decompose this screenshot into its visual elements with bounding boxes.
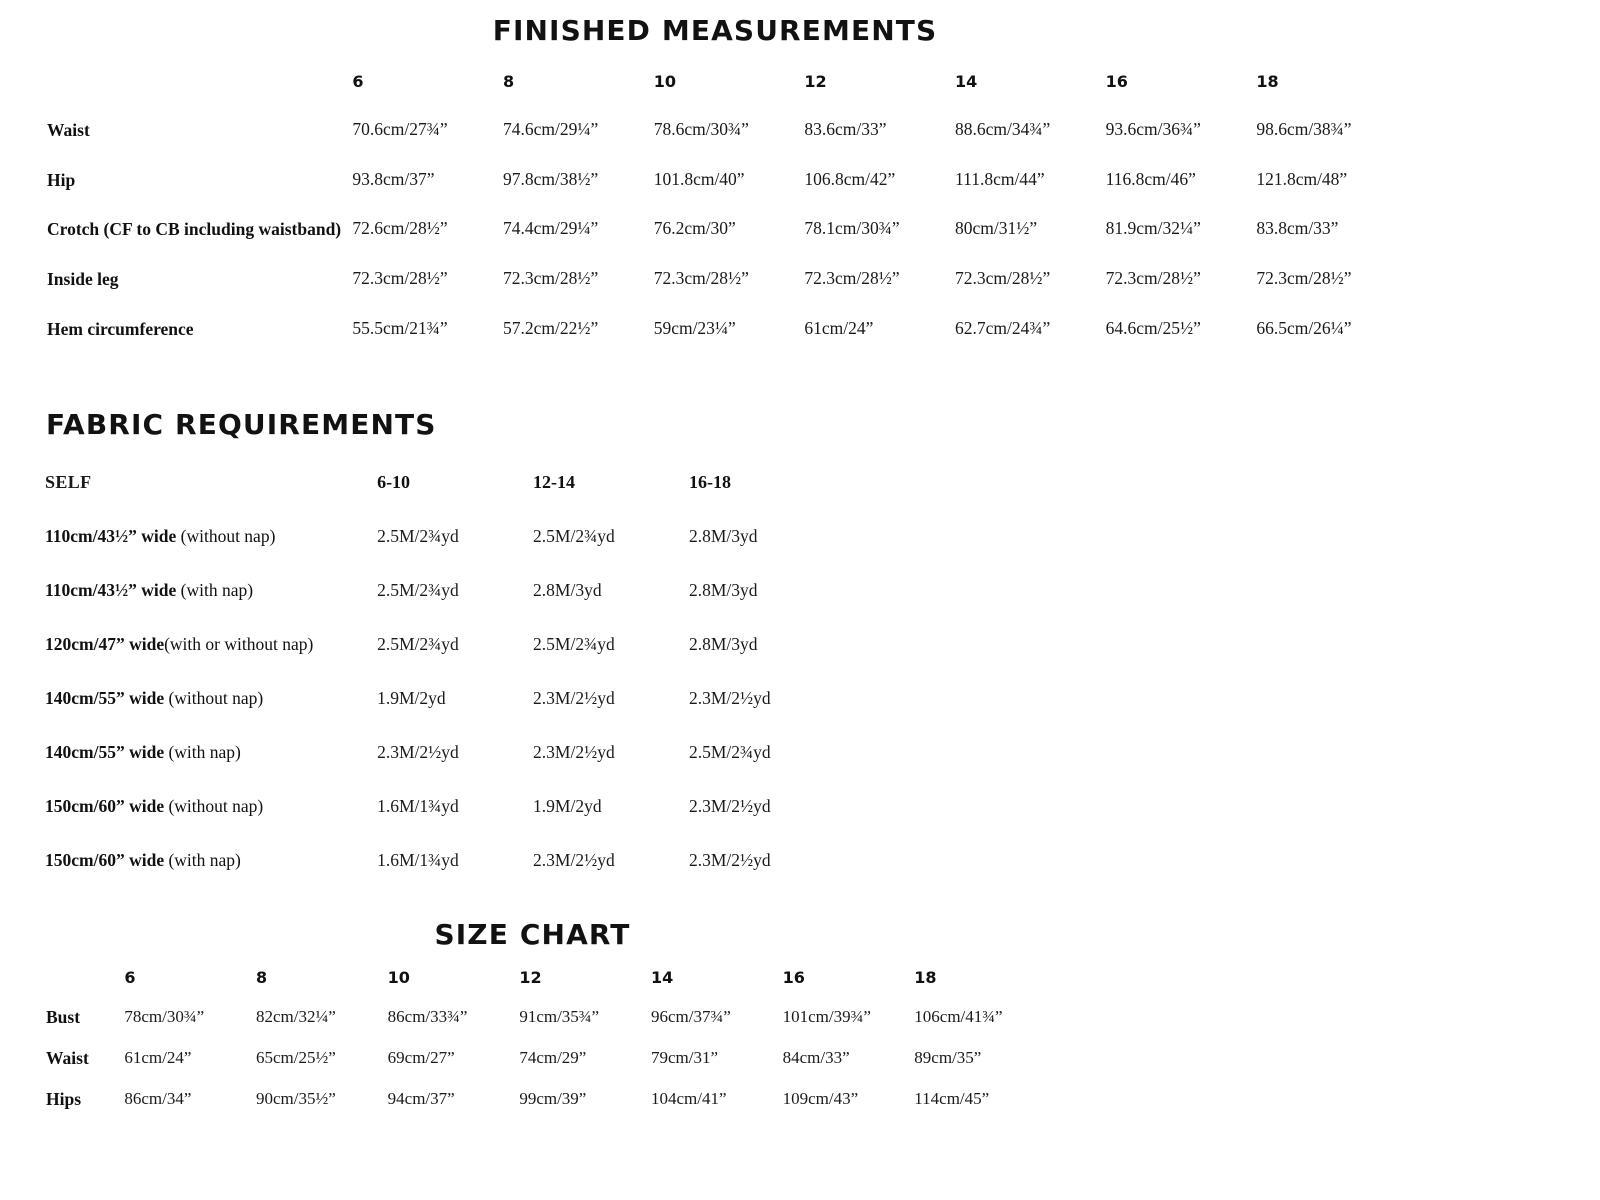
cell-bust-18: 106cm/41¾”	[914, 1007, 1003, 1026]
fabric-size-header-12-14: 12-14	[533, 472, 576, 492]
cell-110-without-nap-16-18: 2.8M/3yd	[689, 526, 758, 546]
cell-hip-16: 116.8cm/46”	[1105, 168, 1196, 189]
cell-bust-6: 78cm/30¾”	[124, 1007, 205, 1026]
row-label-150-with-nap	[45, 850, 377, 871]
cell-120-12-14: 2.5M/2¾yd	[533, 634, 615, 654]
fabric-width-label: 140cm/55” wide	[45, 688, 165, 708]
fabric-nap-label: (with or without nap)	[164, 634, 314, 654]
table-row	[47, 268, 1407, 318]
fabric-requirements-table	[45, 472, 845, 871]
cell-hips-12: 99cm/39”	[519, 1089, 587, 1108]
finished-size-header-16: 16	[1105, 72, 1128, 91]
cell-waist-16: 93.6cm/36¾”	[1105, 119, 1201, 139]
cell-150-without-nap-16-18: 2.3M/2½yd	[689, 796, 771, 816]
cell-hem-8: 57.2cm/22½”	[503, 317, 599, 338]
cell-hem-14: 62.7cm/24¾”	[955, 317, 1051, 338]
cell-hem-6: 55.5cm/21¾”	[352, 317, 448, 338]
table-row	[46, 1048, 1046, 1089]
cell-110-with-nap-6-10: 2.5M/2¾yd	[377, 580, 459, 600]
row-label-bust: Bust	[46, 1007, 81, 1027]
finished-measurements-title: FINISHED MEASUREMENTS	[492, 14, 938, 47]
size-chart-header-18: 18	[914, 968, 937, 987]
cell-waist-sc-14: 79cm/31”	[650, 1048, 719, 1067]
cell-140-with-nap-16-18: 2.5M/2¾yd	[689, 742, 771, 762]
cell-inside-leg-6: 72.3cm/28½”	[352, 267, 448, 288]
fabric-nap-label: (with nap)	[176, 580, 254, 600]
finished-row-label-header	[47, 72, 352, 119]
fabric-width-label: 140cm/55” wide	[45, 742, 165, 762]
row-label-waist: Waist	[47, 120, 90, 140]
cell-inside-leg-18: 72.3cm/28½”	[1256, 267, 1352, 288]
cell-140-without-nap-6-10: 1.9M/2yd	[377, 688, 446, 708]
table-header-row	[45, 472, 845, 526]
finished-size-header-6: 6	[352, 72, 364, 91]
cell-bust-8: 82cm/32¼”	[256, 1007, 336, 1026]
cell-140-without-nap-12-14: 2.3M/2½yd	[533, 688, 615, 708]
row-label-hip: Hip	[47, 169, 76, 190]
row-label-crotch: Crotch (CF to CB including waistband)	[47, 219, 342, 240]
fabric-size-header-6-10: 6-10	[377, 472, 411, 492]
cell-waist-sc-18: 89cm/35”	[914, 1048, 982, 1067]
cell-150-with-nap-16-18: 2.3M/2½yd	[689, 850, 771, 870]
cell-crotch-6: 72.6cm/28½”	[352, 218, 448, 239]
table-row	[45, 580, 845, 634]
size-chart-header-10: 10	[387, 968, 410, 987]
row-label-140-without-nap	[45, 688, 377, 742]
row-label-hips: Hips	[46, 1089, 82, 1109]
cell-bust-14: 96cm/37¾”	[650, 1007, 731, 1026]
cell-crotch-18: 83.8cm/33”	[1256, 218, 1339, 239]
row-label-hem-circumference: Hem circumference	[47, 318, 194, 339]
fabric-size-header-16-18: 16-18	[689, 472, 731, 492]
size-chart-header-12: 12	[519, 968, 542, 987]
cell-120-6-10: 2.5M/2¾yd	[377, 634, 459, 654]
cell-inside-leg-14: 72.3cm/28½”	[955, 267, 1051, 288]
size-chart-header-6: 6	[124, 968, 136, 987]
cell-hem-18: 66.5cm/26¼”	[1256, 317, 1352, 338]
row-label-140-with-nap	[45, 742, 377, 796]
cell-hips-16: 109cm/43”	[782, 1089, 859, 1108]
row-label-waist-size-chart: Waist	[46, 1048, 89, 1068]
cell-hip-8: 97.8cm/38½”	[503, 168, 599, 189]
cell-hips-8: 90cm/35½”	[256, 1089, 336, 1108]
cell-bust-10: 86cm/33¾”	[387, 1007, 468, 1026]
fabric-width-label: 110cm/43½” wide	[45, 580, 177, 600]
table-row	[47, 318, 1407, 342]
finished-size-header-10: 10	[653, 72, 676, 91]
cell-hip-6: 93.8cm/37”	[352, 168, 435, 189]
size-chart-header-8: 8	[256, 968, 268, 987]
cell-inside-leg-16: 72.3cm/28½”	[1105, 267, 1201, 288]
table-row	[45, 634, 845, 688]
fabric-width-label: 110cm/43½” wide	[45, 526, 177, 546]
table-row	[45, 796, 845, 850]
cell-hip-14: 111.8cm/44”	[955, 168, 1045, 189]
table-row	[47, 218, 1407, 268]
cell-bust-12: 91cm/35¾”	[519, 1007, 600, 1026]
cell-hips-6: 86cm/34”	[124, 1089, 192, 1108]
fabric-width-label: 120cm/47” wide	[45, 634, 165, 654]
cell-140-with-nap-12-14: 2.3M/2½yd	[533, 742, 615, 762]
fabric-nap-label: (with nap)	[164, 742, 241, 762]
table-header-row	[47, 72, 1407, 119]
cell-hip-10: 101.8cm/40”	[653, 168, 745, 189]
finished-size-header-18: 18	[1256, 72, 1279, 91]
cell-waist-14: 88.6cm/34¾”	[955, 119, 1051, 139]
cell-150-with-nap-12-14: 2.3M/2½yd	[533, 850, 615, 870]
cell-waist-18: 98.6cm/38¾”	[1256, 119, 1352, 139]
cell-waist-10: 78.6cm/30¾”	[653, 119, 749, 139]
finished-size-header-12: 12	[804, 72, 827, 91]
fabric-width-label: 150cm/60” wide	[45, 796, 165, 816]
row-label-inside-leg: Inside leg	[47, 268, 119, 289]
row-label-110-without-nap	[45, 526, 377, 580]
cell-waist-8: 74.6cm/29¼”	[503, 119, 599, 139]
finished-measurements-table	[47, 72, 1407, 341]
cell-150-with-nap-6-10: 1.6M/1¾yd	[377, 850, 459, 870]
fabric-nap-label: (without nap)	[164, 796, 264, 816]
cell-waist-sc-12: 74cm/29”	[519, 1048, 587, 1067]
cell-crotch-10: 76.2cm/30”	[653, 218, 736, 239]
cell-hem-16: 64.6cm/25½”	[1105, 317, 1201, 338]
cell-hip-12: 106.8cm/42”	[804, 168, 896, 189]
finished-size-header-8: 8	[503, 72, 515, 91]
cell-110-without-nap-12-14: 2.5M/2¾yd	[533, 526, 615, 546]
cell-crotch-8: 74.4cm/29¼”	[503, 218, 599, 239]
table-row	[45, 526, 845, 580]
table-row	[46, 1007, 1046, 1048]
size-chart-header-14: 14	[650, 968, 674, 987]
cell-crotch-14: 80cm/31½”	[955, 218, 1038, 239]
cell-waist-6: 70.6cm/27¾”	[352, 119, 448, 139]
table-header-row	[46, 968, 1046, 1007]
fabric-width-label: 150cm/60” wide	[45, 850, 165, 870]
cell-140-with-nap-6-10: 2.3M/2½yd	[377, 742, 459, 762]
table-row	[45, 688, 845, 742]
fabric-self-header: SELF	[45, 472, 92, 492]
cell-hips-14: 104cm/41”	[650, 1089, 727, 1108]
row-label-150-without-nap	[45, 796, 377, 850]
size-chart-table	[46, 968, 1046, 1110]
fabric-nap-label: (without nap)	[164, 688, 264, 708]
cell-inside-leg-10: 72.3cm/28½”	[653, 267, 749, 288]
cell-waist-sc-6: 61cm/24”	[124, 1048, 192, 1067]
cell-bust-16: 101cm/39¾”	[782, 1007, 871, 1026]
cell-120-16-18: 2.8M/3yd	[689, 634, 758, 654]
finished-size-header-14: 14	[955, 72, 978, 91]
cell-waist-12: 83.6cm/33”	[804, 119, 887, 139]
cell-hem-12: 61cm/24”	[804, 317, 874, 338]
fabric-nap-label: (with nap)	[164, 850, 241, 870]
cell-hip-18: 121.8cm/48”	[1256, 168, 1348, 189]
cell-inside-leg-12: 72.3cm/28½”	[804, 267, 900, 288]
cell-waist-sc-8: 65cm/25½”	[256, 1048, 336, 1067]
size-chart-row-label-header	[46, 968, 124, 1007]
cell-110-with-nap-12-14: 2.8M/3yd	[533, 580, 602, 600]
cell-hem-10: 59cm/23¼”	[653, 317, 736, 338]
cell-110-without-nap-6-10: 2.5M/2¾yd	[377, 526, 459, 546]
cell-140-without-nap-16-18: 2.3M/2½yd	[689, 688, 771, 708]
cell-150-without-nap-6-10: 1.6M/1¾yd	[377, 796, 459, 816]
cell-waist-sc-16: 84cm/33”	[782, 1048, 850, 1067]
table-row	[45, 742, 845, 796]
cell-waist-sc-10: 69cm/27”	[387, 1048, 455, 1067]
size-chart-title: SIZE CHART	[434, 918, 631, 951]
table-row	[45, 850, 845, 871]
table-row	[47, 119, 1407, 169]
fabric-requirements-title: FABRIC REQUIREMENTS	[46, 408, 437, 441]
row-label-110-with-nap	[45, 580, 377, 634]
row-label-120-with-or-without-nap	[45, 634, 377, 688]
table-row	[47, 169, 1407, 219]
cell-crotch-16: 81.9cm/32¼”	[1105, 218, 1201, 239]
cell-110-with-nap-16-18: 2.8M/3yd	[689, 580, 758, 600]
cell-150-without-nap-12-14: 1.9M/2yd	[533, 796, 602, 816]
table-row	[46, 1089, 1046, 1110]
cell-crotch-12: 78.1cm/30¾”	[804, 218, 900, 239]
cell-hips-10: 94cm/37”	[387, 1089, 455, 1108]
cell-hips-18: 114cm/45”	[914, 1089, 990, 1108]
size-chart-header-16: 16	[782, 968, 805, 987]
cell-inside-leg-8: 72.3cm/28½”	[503, 267, 599, 288]
fabric-nap-label: (without nap)	[176, 526, 276, 546]
